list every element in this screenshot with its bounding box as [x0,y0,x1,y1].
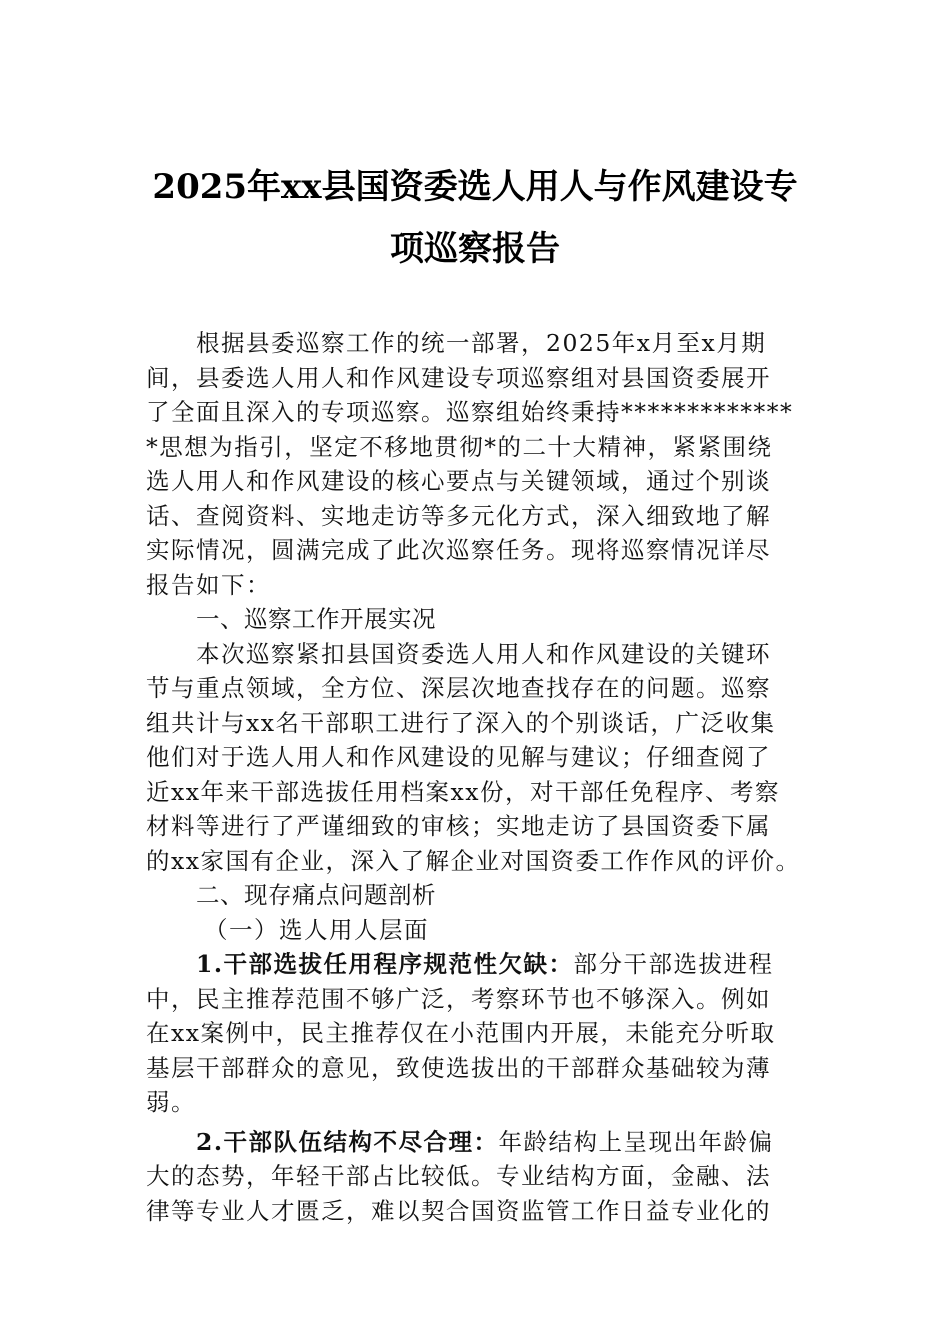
subsection-heading: （一）选人用人层面 [204,915,429,944]
issue-label: 2.干部队伍结构不尽合理： [196,1127,499,1156]
issue-item-1 [146,947,806,1120]
paragraph-line: 的xx家国有企业，深入了解企业对国资委工作作风的评价。 [146,846,801,875]
paragraph-line: 基层干部群众的意见，致使选拔出的干部群众基础较为薄 [146,1053,771,1082]
paragraph-line: 本次巡察紧扣县国资委选人用人和作风建设的关键环 [196,639,771,668]
title-line-2: 项巡察报告 [390,229,560,269]
issue-first-line [146,1125,806,1160]
document-title [120,156,830,280]
paragraph-line: 近xx年来干部选拔任用档案xx份，对干部任免程序、考察 [146,777,781,806]
issue-label: 1.干部选拔任用程序规范性欠缺： [196,950,574,978]
paragraph-line: 弱。 [146,1088,196,1116]
issue-text: 部分干部选拔进程 [573,950,774,978]
paragraph-line: 大的态势，年轻干部占比较低。专业结构方面，金融、法 [146,1162,771,1190]
paragraph-line: 中，民主推荐范围不够广泛，考察环节也不够深入。例如 [146,984,771,1013]
paragraph-line: 节与重点领域，全方位、深层次地查找存在的问题。巡察 [146,674,771,702]
issue-text: 年龄结构上呈现出年龄偏 [498,1127,774,1156]
paragraph-line: 了全面且深入的专项巡察。巡察组始终秉持************* [146,398,794,426]
document-body [146,326,806,1228]
paragraph-line: 实际情况，圆满完成了此次巡察任务。现将巡察情况详尽 [146,536,771,564]
paragraph-line: 组共计与xx名干部职工进行了深入的个别谈话，广泛收集 [146,708,776,737]
paragraph-line: 律等专业人才匮乏，难以契合国资监管工作日益专业化的 [146,1196,771,1225]
paragraph-line: 选人用人和作风建设的核心要点与关键领域，通过个别谈 [146,467,771,495]
paragraph-line: 在xx案例中，民主推荐仅在小范围内开展，未能充分听取 [146,1019,776,1047]
issue-first-line [146,947,806,982]
section-heading-2: 二、现存痛点问题剖析 [196,881,436,909]
paragraph-line: 间，县委选人用人和作风建设专项巡察组对县国资委展开 [146,363,771,392]
intro-paragraph [146,326,806,602]
section-2 [146,878,806,1228]
paragraph-line: 根据县委巡察工作的统一部署，2025年x月至x月期 [196,329,767,357]
issue-item-2 [146,1125,806,1229]
title-line-1: 2025年xx县国资委选人用人与作风建设专 [152,167,798,207]
paragraph-line: 报告如下： [146,570,271,599]
paragraph-line: *思想为指引，坚定不移地贯彻*的二十大精神，紧紧围绕 [146,432,773,461]
paragraph-line: 话、查阅资料、实地走访等多元化方式，深入细致地了解 [146,501,771,530]
section-1 [146,602,806,878]
paragraph-line: 材料等进行了严谨细致的审核；实地走访了县国资委下属 [146,812,771,840]
section-heading-1: 一、巡察工作开展实况 [196,605,436,633]
paragraph-line: 他们对于选人用人和作风建设的见解与建议；仔细查阅了 [146,743,771,771]
